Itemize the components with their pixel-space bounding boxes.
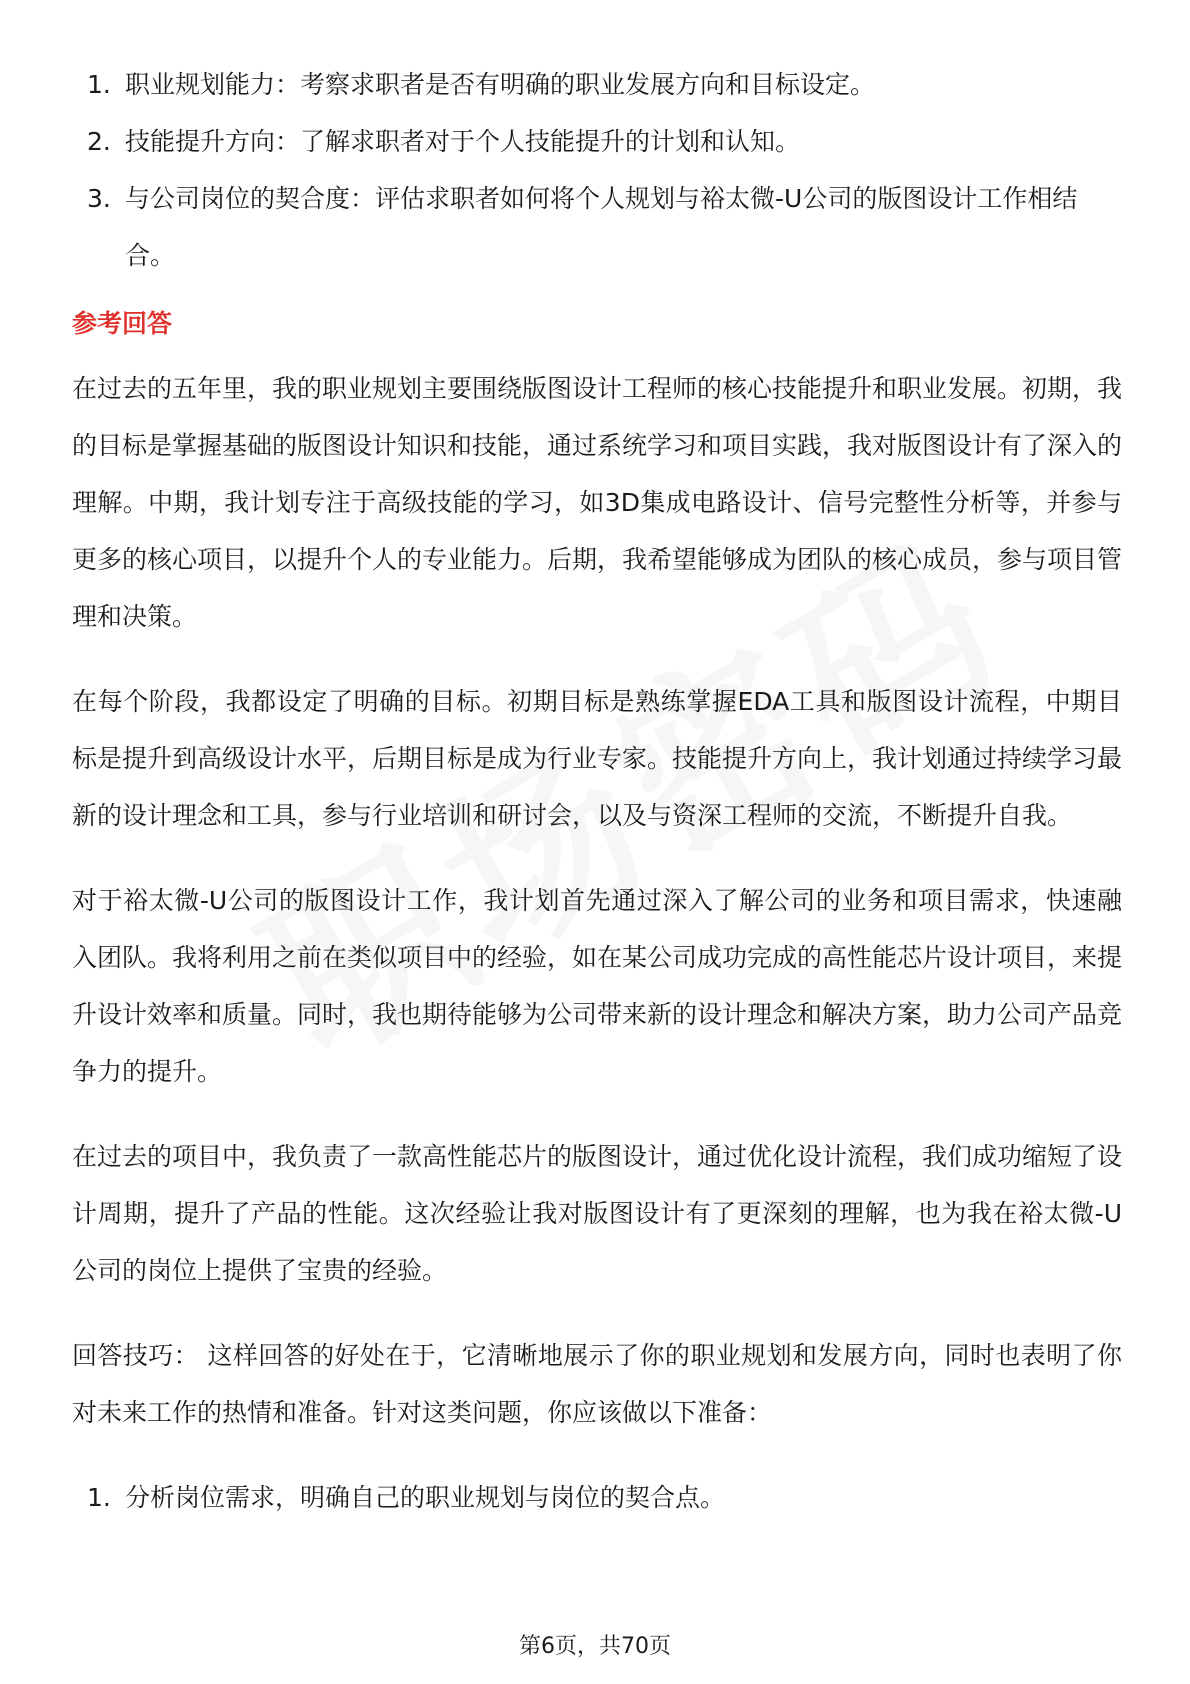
paragraph: 对于裕太微-U公司的版图设计工作，我计划首先通过深入了解公司的业务和项目需求，快速融入团队。我将利用之前在类似项目中的经验，如在某公司成功完成的高性能芯片设计项目，来提升设计效率和质量。同时，我也期待能够为公司带来新的设计理念和解决方案，助力公司产品竞争力的提升。 <box>72 886 1123 1086</box>
section-heading: 参考回答 <box>72 309 173 338</box>
list-item-number: 1. <box>87 70 111 99</box>
list-item <box>72 1469 1122 1526</box>
list-item <box>72 113 1122 170</box>
intro-list <box>72 56 1122 284</box>
page-footer: 第6页，共70页 <box>519 1634 671 1659</box>
list-item-text: 与公司岗位的契合度：评估求职者如何将个人规划与裕太微-U公司的版图设计工作相结合。 <box>125 184 1078 270</box>
list-item-text: 分析岗位需求，明确自己的职业规划与岗位的契合点。 <box>125 1483 726 1512</box>
list-item-number: 1. <box>87 1483 111 1512</box>
paragraph: 在每个阶段，我都设定了明确的目标。初期目标是熟练掌握EDA工具和版图设计流程，中期目标是提升到高级设计水平，后期目标是成为行业专家。技能提升方向上，我计划通过持续学习最新的设计理念和工具，参与行业培训和研讨会，以及与资深工程师的交流，不断提升自我。 <box>72 687 1123 830</box>
tips-list <box>72 1469 1122 1526</box>
page-content <box>72 56 1122 1526</box>
list-item-text: 技能提升方向：了解求职者对于个人技能提升的计划和认知。 <box>125 127 801 156</box>
list-item-number: 2. <box>87 127 111 156</box>
list-item <box>72 56 1122 113</box>
paragraph: 回答技巧： 这样回答的好处在于，它清晰地展示了你的职业规划和发展方向，同时也表明了你对未来工作的热情和准备。针对这类问题，你应该做以下准备： <box>72 1341 1122 1427</box>
list-item-text: 职业规划能力：考察求职者是否有明确的职业发展方向和目标设定。 <box>125 70 876 99</box>
paragraph: 在过去的项目中，我负责了一款高性能芯片的版图设计，通过优化设计流程，我们成功缩短了设计周期，提升了产品的性能。这次经验让我对版图设计有了更深刻的理解，也为我在裕太微-U公司的岗位上提供了宝贵的经验。 <box>72 1142 1123 1285</box>
list-item <box>72 170 1122 284</box>
paragraph: 在过去的五年里，我的职业规划主要围绕版图设计工程师的核心技能提升和职业发展。初期，我的目标是掌握基础的版图设计知识和技能，通过系统学习和项目实践，我对版图设计有了深入的理解。中期，我计划专注于高级技能的学习，如3D集成电路设计、信号完整性分析等，并参与更多的核心项目，以提升个人的专业能力。后期，我希望能够成为团队的核心成员，参与项目管理和决策。 <box>72 374 1123 631</box>
list-item-number: 3. <box>87 184 111 213</box>
